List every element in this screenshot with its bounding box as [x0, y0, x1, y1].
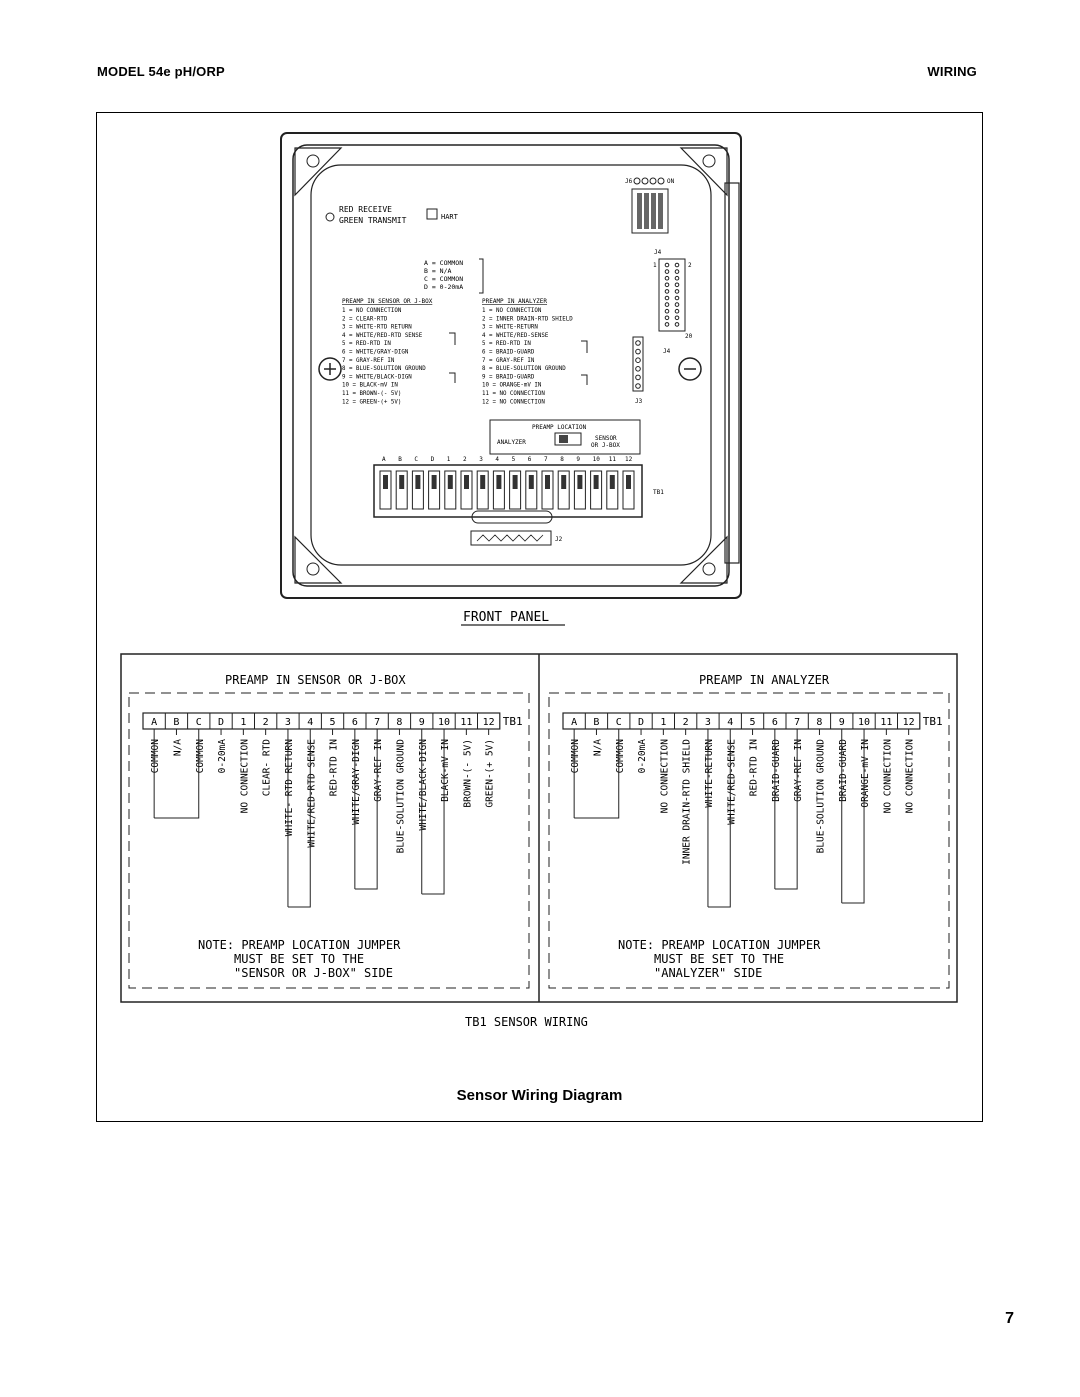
fp-analyzer-item: 7 = GRAY-REF IN	[482, 357, 535, 364]
j6-pin	[650, 178, 656, 184]
tb1-terminal-label: 1	[660, 717, 667, 728]
wiring-note-line: "SENSOR OR J-BOX" SIDE	[234, 966, 393, 980]
j3-pin	[636, 375, 641, 380]
wire-label: NO CONNECTION	[659, 739, 671, 814]
j4-pin	[665, 309, 669, 313]
fp-sensor-item: 5 = RED-RTD IN	[342, 341, 391, 348]
wire-label: N/A	[172, 739, 184, 757]
j4-pin	[665, 283, 669, 287]
fp-analyzer-item: 5 = RED-RTD IN	[482, 341, 531, 348]
tb1-terminal-label: 11	[460, 717, 473, 728]
fp-sensor-item: 8 = BLUE-SOLUTION GROUND	[342, 366, 426, 373]
fp-analyzer-item: 1 = NO CONNECTION	[482, 308, 542, 314]
front-panel-drawing	[281, 133, 741, 625]
led-red-label: RED RECEIVE	[339, 205, 392, 214]
tb1-terminal-label: 4	[307, 717, 314, 728]
j4-pin	[675, 270, 679, 274]
fp-analyzer-item: 2 = INNER DRAIN-RTD SHIELD	[482, 316, 573, 323]
wire-label: BLACK-mV IN	[440, 739, 452, 802]
fp-sensor-item: 10 = BLACK-mV IN	[342, 382, 398, 389]
wire-label: WHITE/GRAY-DIGN	[350, 739, 362, 825]
tb1-terminal-label: 9	[838, 717, 845, 728]
wiring-panel-analyzer	[549, 673, 949, 988]
fp-tb-column-label: D	[430, 456, 435, 463]
header-model: MODEL 54e pH/ORP	[97, 64, 225, 79]
fp-analyzer-item: 3 = WHITE-RETURN	[482, 324, 538, 331]
tb1-label: TB1	[502, 715, 523, 728]
figure-frame	[96, 112, 983, 1122]
wiring-left-heading: PREAMP IN SENSOR OR J-BOX	[225, 673, 406, 687]
j3-pin	[636, 358, 641, 363]
led-green-label: GREEN TRANSMIT	[339, 216, 407, 225]
fp-analyzer-item: 9 = BRAID-GUARD	[482, 374, 535, 381]
wire-label: BRAID-GUARD	[837, 739, 849, 802]
wire-label: WHITE- RTD RETURN	[283, 739, 295, 837]
wire-label: BLUE-SOLUTION GROUND	[815, 739, 827, 854]
tb1-terminal-label: 2	[262, 717, 269, 728]
fp-tb-screw	[415, 475, 420, 489]
fp-tb-column-label: 5	[511, 456, 516, 463]
tb1-terminal-label: A	[571, 717, 578, 728]
fp-sensor-item: 7 = GRAY-REF IN	[342, 357, 395, 364]
header-section: WIRING	[927, 64, 977, 79]
fp-sensor-item: 9 = WHITE/BLACK-DIGN	[342, 374, 412, 381]
fp-analyzer-item: 10 = ORANGE-mV IN	[482, 382, 542, 389]
j3-pin	[636, 341, 641, 346]
j4-pin	[665, 323, 669, 327]
wire-label: GRAY-REF IN	[793, 739, 805, 802]
j4-pin	[675, 276, 679, 280]
wire-label: WHITE/RED-RTD SENSE	[306, 739, 318, 848]
tb1-terminal-label: 8	[816, 717, 823, 728]
wiring-title: TB1 SENSOR WIRING	[465, 1015, 588, 1029]
j4-pin	[665, 263, 669, 267]
fp-tb-screw	[448, 475, 453, 489]
wire-label: NO CONNECTION	[239, 739, 251, 814]
wire-label: BRAID-GUARD	[770, 739, 782, 802]
fp-tb-screw	[432, 475, 437, 489]
tb1-terminal-label: 6	[351, 717, 358, 728]
preamp-sensor-label: SENSOR	[595, 435, 617, 442]
j4-pin	[665, 316, 669, 320]
wire-label: BROWN-(- 5V)	[462, 739, 474, 808]
tb1-terminal-label: 9	[418, 717, 425, 728]
fp-tb-screw	[496, 475, 501, 489]
preamp-analyzer-label: ANALYZER	[497, 439, 526, 446]
fp-tb-column-label: 6	[527, 456, 532, 463]
j4-pin	[675, 309, 679, 313]
fp-tb-screw	[399, 475, 404, 489]
tb1-terminal-label: 10	[858, 717, 871, 728]
wire-label: 0-20mA	[637, 739, 649, 774]
fp-tb-screw	[626, 475, 631, 489]
fp-tb-column-label: 4	[495, 456, 500, 463]
wire-label: WHITE/BLACK-DIGN	[417, 739, 429, 831]
wiring-panel-sensor	[129, 673, 529, 988]
legend-a: A = COMMON	[424, 259, 464, 267]
j6-label: J6	[625, 178, 633, 185]
j4-pin	[675, 303, 679, 307]
page-number: 7	[1005, 1310, 1014, 1327]
tb1-terminal-label: C	[615, 717, 622, 728]
wire-label: NO CONNECTION	[904, 739, 916, 814]
front-panel-title: FRONT PANEL	[463, 610, 550, 625]
preamp-jbox-label: OR J-BOX	[591, 442, 620, 449]
tb1-terminal-label: 8	[396, 717, 403, 728]
wire-label: BLUE-SOLUTION GROUND	[395, 739, 407, 854]
fp-analyzer-item: 12 = NO CONNECTION	[482, 399, 545, 406]
fp-tb-column-label: A	[382, 456, 386, 463]
wire-label: ORANGE-mV IN	[860, 739, 872, 808]
fp-sensor-item: 11 = BROWN-(- 5V)	[342, 391, 402, 397]
j4-pin2: 2	[688, 262, 692, 269]
tb1-terminal-label: 4	[727, 717, 734, 728]
preamp-location-title: PREAMP LOCATION	[532, 424, 587, 431]
wiring-figure	[97, 113, 982, 1121]
j4-pin	[675, 323, 679, 327]
legend-c: C = COMMON	[424, 275, 464, 283]
fp-sensor-item: 2 = CLEAR-RTD	[342, 316, 388, 323]
j4-pin	[665, 270, 669, 274]
wiring-note-line: NOTE: PREAMP LOCATION JUMPER	[618, 938, 821, 952]
fp-tb-column-label: 3	[479, 456, 483, 463]
j3-label: J3	[635, 398, 643, 405]
j2-label: J2	[555, 536, 563, 543]
wire-label: INNER DRAIN-RTD SHIELD	[681, 739, 693, 865]
fp-tb-column-label: 7	[544, 456, 548, 463]
j4-pin	[675, 263, 679, 267]
fp-sensor-item: 4 = WHITE/RED-RTD SENSE	[342, 332, 423, 339]
fp-analyzer-item: 11 = NO CONNECTION	[482, 391, 545, 397]
j4-label-bottom: J4	[663, 348, 671, 355]
j6-switch	[637, 193, 642, 229]
j4-label-top: J4	[654, 249, 662, 256]
tb1-terminal-label: 5	[329, 717, 336, 728]
j4-pin	[675, 316, 679, 320]
tb1-terminal-label: B	[593, 717, 600, 728]
wire-label: WHITE-RETURN	[703, 739, 715, 808]
j6-on-label: ON	[667, 178, 675, 185]
wire-label: 0-20mA	[217, 739, 229, 774]
fp-tb-screw	[529, 475, 534, 489]
tb1-terminal-label: 5	[749, 717, 756, 728]
fp-tb-column-label: 12	[625, 456, 633, 463]
wire-label: COMMON	[150, 739, 162, 774]
fp-sensor-item: 1 = NO CONNECTION	[342, 308, 402, 314]
wire-label: WHITE/RED-SENSE	[726, 739, 738, 825]
fp-tb-screw	[561, 475, 566, 489]
fp-tb-column-label: 2	[463, 456, 467, 463]
fp-tb-column-label: 9	[576, 456, 581, 463]
tb1-terminal-label: D	[218, 717, 225, 728]
tb1-terminal-label: 6	[771, 717, 778, 728]
fp-tb-screw	[513, 475, 518, 489]
j4-pin1: 1	[653, 262, 657, 269]
tb1-terminal-label: B	[173, 717, 180, 728]
fp-tb-screw	[577, 475, 582, 489]
wire-label: COMMON	[194, 739, 206, 774]
j4-pin	[665, 296, 669, 300]
tb1-terminal-label: 3	[704, 717, 711, 728]
figure-caption: Sensor Wiring Diagram	[456, 1087, 623, 1104]
wire-label: NO CONNECTION	[882, 739, 894, 814]
wire-label: RED-RTD IN	[748, 739, 760, 797]
wire-label: COMMON	[614, 739, 626, 774]
fp-tb-screw	[594, 475, 599, 489]
fp-tb-column-label: 8	[560, 456, 564, 463]
tb1-label: TB1	[922, 715, 943, 728]
j4-pin	[665, 303, 669, 307]
j6-pin	[642, 178, 648, 184]
tb1-terminal-label: D	[638, 717, 645, 728]
legend-b: B = N/A	[424, 267, 452, 275]
wiring-right-heading: PREAMP IN ANALYZER	[699, 673, 830, 687]
fp-tb-column-label: 10	[592, 456, 600, 463]
tb1-terminal-label: 10	[438, 717, 451, 728]
tb1-terminal-label: C	[195, 717, 202, 728]
fp-analyzer-item: 8 = BLUE-SOLUTION GROUND	[482, 366, 566, 373]
j6-pin	[634, 178, 640, 184]
tb1-terminal-label: A	[151, 717, 158, 728]
fp-tb-screw	[480, 475, 485, 489]
j3-pin	[636, 367, 641, 372]
wire-label: GRAY-REF IN	[373, 739, 385, 802]
tb1-terminal-label: 3	[284, 717, 291, 728]
fp-sensor-heading: PREAMP IN SENSOR OR J-BOX	[342, 298, 433, 305]
fp-tb-screw	[464, 475, 469, 489]
wire-label: N/A	[592, 739, 604, 757]
tb1-terminal-label: 7	[374, 717, 381, 728]
tb1-terminal-label: 12	[902, 717, 915, 728]
fp-tb-screw	[610, 475, 615, 489]
fp-tb-column-label: 11	[608, 456, 617, 463]
fp-tb-screw	[545, 475, 550, 489]
tb1-terminal-label: 7	[794, 717, 801, 728]
wiring-note-line: MUST BE SET TO THE	[234, 952, 365, 966]
j4-pin	[665, 290, 669, 294]
wire-label: CLEAR- RTD	[261, 739, 273, 797]
j6-switch	[658, 193, 663, 229]
wire-label: GREEN-(+ 5V)	[484, 739, 496, 808]
tb1-terminal-label: 12	[482, 717, 495, 728]
tb1-terminal-label: 1	[240, 717, 247, 728]
wire-label: RED-RTD IN	[328, 739, 340, 797]
fp-tb-column-label: B	[398, 456, 402, 463]
j4-pin20: 20	[685, 333, 693, 340]
fp-tb-screw	[383, 475, 388, 489]
j4-pin	[665, 276, 669, 280]
j3-pin	[636, 384, 641, 389]
fp-tb1-label: TB1	[653, 489, 664, 496]
hart-label: HART	[441, 213, 458, 221]
wire-label: COMMON	[570, 739, 582, 774]
j4-pin	[675, 296, 679, 300]
fp-analyzer-item: 6 = BRAID-GUARD	[482, 349, 535, 356]
j3-pin	[636, 349, 641, 354]
fp-tb-column-label: C	[414, 456, 419, 463]
legend-d: D = 0-20mA	[424, 283, 464, 291]
wiring-note-line: "ANALYZER" SIDE	[654, 966, 763, 980]
wiring-note-line: MUST BE SET TO THE	[654, 952, 785, 966]
fp-sensor-item: 3 = WHITE-RTD RETURN	[342, 324, 412, 331]
fp-tb-column-label: 1	[446, 456, 451, 463]
j4-pin	[675, 290, 679, 294]
fp-sensor-item: 6 = WHITE/GRAY-DIGN	[342, 349, 409, 356]
j4-pin	[675, 283, 679, 287]
tb1-terminal-label: 11	[880, 717, 893, 728]
tb1-terminal-label: 2	[682, 717, 689, 728]
j6-pin	[658, 178, 664, 184]
fp-sensor-item: 12 = GREEN-(+ 5V)	[342, 399, 402, 406]
wiring-note-line: NOTE: PREAMP LOCATION JUMPER	[198, 938, 401, 952]
fp-analyzer-heading: PREAMP IN ANALYZER	[482, 298, 548, 305]
j6-switch	[651, 193, 656, 229]
fp-analyzer-item: 4 = WHITE/RED-SENSE	[482, 332, 549, 339]
j6-switch	[644, 193, 649, 229]
